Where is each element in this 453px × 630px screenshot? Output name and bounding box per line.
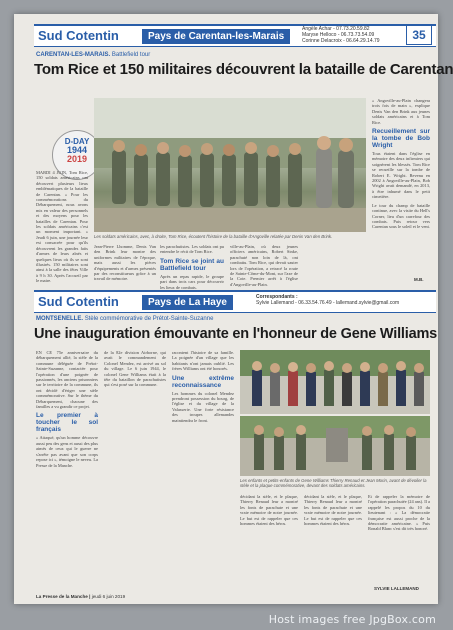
- article-column: [372, 98, 430, 276]
- article-column: [36, 350, 98, 590]
- contact-line: Corinne Delacroix - 06.64.29.14.79: [302, 38, 380, 44]
- article-photo-ceremony: [240, 350, 430, 414]
- host-watermark: Host images free JpgBox.com: [268, 613, 436, 626]
- subheading: Recueillement sur la tombe de Bob Wright: [372, 128, 430, 150]
- newspaper-source: La Presse de la Manche | jeudi 6 juin 2019: [36, 594, 126, 599]
- article-column: ville-au-Plain, où deux jeunes officiers américains, Robert Sinke, parachuté non loin de là, ont combattu. Tom Rice, qui devait sauter lors de l'opération, a retracé la route de Sainte-Côme-du-Mont, sur l'axe de la Cote. Premier arrêt à l'église d'Angoville-au-Plain.: [230, 244, 298, 287]
- article-column: [172, 350, 234, 590]
- column-text: Les hommes du colonel Mendez prendront possession du bourg, de l'église et du village de la Valasserie. Une forte résistance des troupes allemandes maintiendra le front.: [172, 390, 234, 423]
- article-column: [160, 244, 224, 290]
- section-title: Sud Cotentin: [38, 294, 119, 309]
- kicker-place: CARENTAN-LES-MARAIS.: [36, 52, 111, 58]
- article-headline: Une inauguration émouvante en l'honneur de Gene Williams: [34, 326, 438, 342]
- soldiers-illustration: [94, 98, 366, 232]
- contact-line: Angèle Achar - 07.73.20.59.82: [302, 26, 370, 32]
- article-headline: Tom Rice et 150 militaires découvrent la bataille de Carentan: [34, 61, 453, 78]
- article-photo-soldiers: [94, 98, 366, 232]
- column-text: Tous étaient dans l'église en mémoire des deux infirmiers qui soignèrent les blessés. Tom Rice se recueille sur la tombe de Robert E. Wright. Revenu en 2002 à Angoville-au-Plain, Bob Wright avait demandé, en 2013, à être inhumé dans le petit cimetière.: [372, 151, 430, 200]
- column-text: Après un repas rapide, le groupe part dans trois cars pour découvrir les lieux de combats.: [160, 273, 224, 290]
- subheading: Tom Rice se joint au Battlefield tour: [160, 257, 224, 272]
- column-text: « Attaqué, qu'un homme découvre aussi peu des gens et aussi des plus aimés de ceux qui le guerre ne s'arrête pas avant que son corps repose ici », témoigne le neveu. La Presse de la Manche.: [36, 435, 98, 468]
- subheading: Une extrême reconnaissance: [172, 374, 234, 389]
- column-text: racontent l'histoire de sa famille. La poignée d'un village que les habitants n'ont jamais oublié. Les frères Williams ont été honorés.: [172, 350, 234, 372]
- logo-line: D-DAY: [64, 137, 90, 146]
- section-subtitle: Pays de Carentan-les-Marais: [142, 29, 290, 44]
- correspondents-contact: [256, 294, 399, 306]
- article-column: MARDI 4 JUIN, Tom Rice, 150 soldats américains ont découvert plusieurs lieux emblématiques de la bataille de Carentan. « Pour les commémorations du Débarquement, nous avons mis en valeur des personnels et des moyens pour les batailles de Carentan. Pour les soldats américains c'est un moment important. » Jeudi 6 juin, une journée leur est consacrée pour qu'ils découvrent les grandes faits d'armes de leurs aînés et quelques lieux où ils se sont illustrés. 150 militaires sont ainsi à la salle des fêtes Ville à 9 h 30. Après l'accueil par le maire.: [36, 170, 88, 284]
- photo-caption: Les enfants et petits-enfants de Gene Williams Thierry Renaud et Jean Morin, avant de dévoiler la stèle et la plaque commémorative, devant des soldats américains.: [240, 478, 427, 488]
- source-date: jeudi 6 juin 2019: [91, 594, 126, 599]
- column-text: les parachutistes. Les soldats ont pu entendre le récit de Tom Rice.: [160, 244, 224, 255]
- contact-line: Maryse Helloco - 06.73.73.54.09: [302, 32, 375, 38]
- column-text: Le tour du champ de bataille continue, avec la visite du Hell's Corner, lieu d'un carrefour des combats. Puis retour vers Carentan sous le soleil et le vent.: [372, 202, 430, 230]
- column-text: EN CE 75e anniversaire du débarquement allié, la stèle de la commune déléguée de Prétot-Sainte-Suzanne, contactée pour l'opération d'une poignée de passionnés, les anciens prisonniers sur le territoire de la commune, ils ont décidé d'ériger une stèle commémorative. Sur le thème du Débarquement, chacune des familles a vu grandir ce projet.: [36, 350, 98, 410]
- article-column: Et de rappeler la mémoire de l'opération parachutée (24 ans). Il a rappelé les propos du 10 du lieutenant : « La démocratie française est aussi proche de la démocratie américaine. » Puis Ronald Blanc s'est dit très honoré.: [368, 494, 430, 532]
- correspondents-contact: [302, 26, 380, 44]
- stele-illustration: [240, 416, 430, 476]
- article-author: SYLVIE LALLEMAND: [374, 586, 419, 591]
- newspaper-page: [14, 14, 453, 604]
- page-number: 35: [406, 25, 432, 45]
- photo-caption: Les soldats américains, avec, à droite, Tom Rice, écoutent l'histoire de la bataille d'Angoville relatée par Denis Van den Brink.: [94, 234, 333, 239]
- section-header-la-haye: [34, 290, 436, 313]
- kicker-topic: Stèle commémorative de Prétot-Sainte-Suzanne: [84, 316, 214, 322]
- contact-label: Correspondants :: [256, 294, 298, 300]
- article-column: décidant la stèle, et le plaque, Thierry Renaud leur a montré les fonts de parachute et une vraie mémoire de notre journée. Le but est de rappeler que ces hommes étaient des héros.: [240, 494, 298, 527]
- column-text: « Angoville-au-Plain changera trois fois de main », explique Denis Van den Brink aux jeunes soldats américains et à Tom Rice.: [372, 98, 430, 125]
- kicker-place: MONTSENELLE.: [36, 316, 84, 322]
- kicker-topic: Battlefield tour: [111, 52, 151, 58]
- article-column: de la 82e division Airborne, qui avait le commandement de Colonel Mendez, est arrivé au sol du village. Le 6 juin 1944, le colonel Gene Williams était à la tête du bataillon de parachutistes qui s'est posé sur la commune.: [104, 350, 166, 388]
- source-name: La Presse de la Manche: [36, 594, 88, 599]
- article-column: décidant la stèle, et le plaque, Thierry Renaud leur a montré les fonts de parachute et une vraie mémoire de notre journée. Le but est de rappeler que ces hommes étaient des héros.: [304, 494, 362, 527]
- logo-line: 1944: [66, 145, 88, 155]
- article-photo-soldiers-stele: [240, 416, 430, 476]
- article-author: M.B.: [414, 277, 424, 282]
- article-kicker: [36, 316, 213, 322]
- subheading: Le premier à toucher le sol français: [36, 412, 98, 434]
- section-header-carentan: [34, 24, 436, 47]
- section-title: Sud Cotentin: [38, 28, 119, 43]
- article-kicker: [36, 52, 150, 58]
- article-column: Jean-Pierre Lhomme, Denis Van den Brink leur montre des uniformes militaires de l'époque, mais aussi les pièces d'équipements et d'armes présentés par des reconstitueurs grâce à un travail de mémoire.: [94, 244, 156, 282]
- section-subtitle: Pays de La Haye: [142, 295, 233, 310]
- ceremony-illustration: [240, 350, 430, 414]
- logo-line: 2019: [66, 154, 88, 164]
- contact-line: Sylvie Lallemand - 06.33.54.76.49 - lallemand.sylvie@gmail.com: [256, 300, 400, 306]
